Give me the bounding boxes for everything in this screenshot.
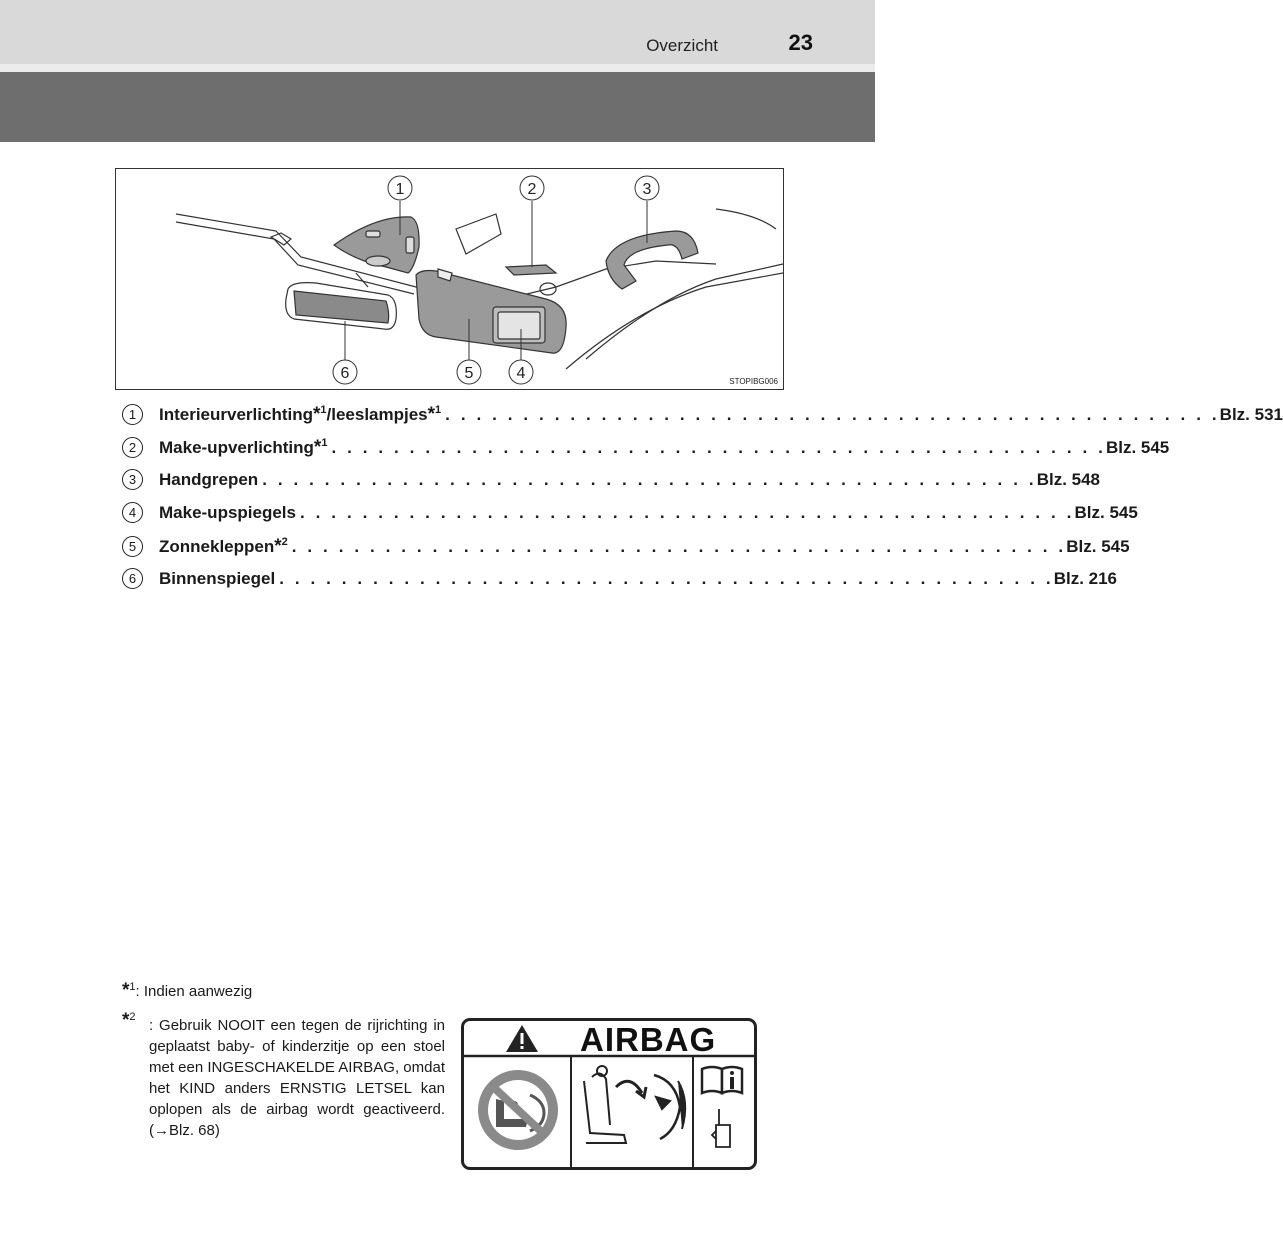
callout-5: 5: [464, 365, 474, 382]
item-title: Zonnekleppen*$^2$: [159, 536, 288, 557]
item-page-ref: Blz. 545: [1074, 503, 1138, 522]
list-item: [122, 503, 1138, 536]
list-item: [122, 536, 1130, 569]
footnote-2-marker: *$^2$: [122, 1010, 136, 1031]
callout-1: 1: [395, 181, 405, 198]
list-item: [122, 437, 1170, 470]
item-number: 1: [122, 404, 143, 425]
figure-code: STOPIBG006: [729, 377, 778, 386]
item-title: Binnenspiegel: [159, 569, 276, 588]
item-title: Make-upspiegels: [159, 503, 296, 522]
footnote-1: *$^1$: Indien aanwezig: [122, 980, 253, 1001]
list-item: [122, 569, 1117, 602]
leader-dots: . . . . . . . . . . . . . . . . . . . . . . . . . . . . . . . . . . . . . . . . . . . . . . . . . .: [300, 503, 1075, 522]
callout-6: 6: [340, 365, 350, 382]
item-page-ref: Blz. 216: [1053, 569, 1117, 588]
item-page-ref: Blz. 545: [1066, 537, 1130, 556]
item-number: 3: [122, 469, 143, 490]
section-title: Overzicht: [646, 36, 718, 55]
header-gap: [0, 64, 875, 72]
list-item: [122, 470, 1100, 503]
manual-book-icon: [702, 1067, 742, 1093]
warning-triangle-icon: [506, 1025, 538, 1052]
item-number: 2: [122, 437, 143, 458]
item-page-ref: Blz. 531: [1219, 405, 1283, 424]
callout-2: 2: [527, 181, 537, 198]
callout-3: 3: [642, 181, 652, 198]
airbag-warning-label: [461, 1018, 757, 1170]
item-title: Make-upverlichting*$^1$: [159, 437, 328, 458]
leader-dots: . . . . . . . . . . . . . . . . . . . . . . . . . . . . . . . . . . . . . . . . . . . . . . . . . .: [291, 537, 1067, 556]
footnote-2-text: : Gebruik NOOIT een tegen de rijrichting in geplaatst baby- of kinderzitje op een stoel met een INGESCHAKELDE AIRBAG, omdat het KIND anders ERNSTIG LETSEL kan oplopen als de airbag wordt geactiveerd. (→Blz. 68): [149, 1017, 445, 1139]
header-band: [0, 0, 875, 64]
overhead-illustration: [115, 168, 784, 390]
interior-drawing: [116, 169, 783, 389]
item-list: [122, 404, 1283, 602]
list-item: [122, 404, 1283, 437]
section-bar: [0, 72, 875, 142]
callout-4: 4: [516, 365, 526, 382]
leader-dots: . . . . . . . . . . . . . . . . . . . . . . . . . . . . . . . . . . . . . . . . . . . . . . . . . .: [279, 569, 1054, 588]
item-page-ref: Blz. 545: [1105, 438, 1170, 457]
leader-dots: . . . . . . . . . . . . . . . . . . . . . . . . . . . . . . . . . . . . . . . . . . . . . . . . . .: [331, 438, 1106, 457]
airbag-deploy-icon: [584, 1066, 685, 1143]
leader-dots: . . . . . . . . . . . . . . . . . . . . . . . . . . . . . . . . . . . . . . . . . . . . . . . . . .: [262, 470, 1037, 489]
pointing-hand-icon: [712, 1109, 730, 1147]
item-title: Interieurverlichting*$^1$/leeslampjes*$^1$: [159, 404, 442, 425]
footnote-1-text: : Indien aanwezig: [135, 983, 253, 1000]
item-number: 6: [122, 568, 143, 589]
airbag-title: AIRBAG: [580, 1021, 717, 1058]
page-number: 23: [788, 30, 813, 55]
item-page-ref: Blz. 548: [1036, 470, 1100, 489]
item-number: 5: [122, 536, 143, 557]
item-title: Handgrepen: [159, 470, 259, 489]
leader-dots: . . . . . . . . . . . . . . . . . . . . . . . . . . . . . . . . . . . . . . . . . . . . . . . . . .: [445, 405, 1220, 424]
no-rear-facing-child-seat-icon: [478, 1070, 558, 1150]
item-number: 4: [122, 502, 143, 523]
